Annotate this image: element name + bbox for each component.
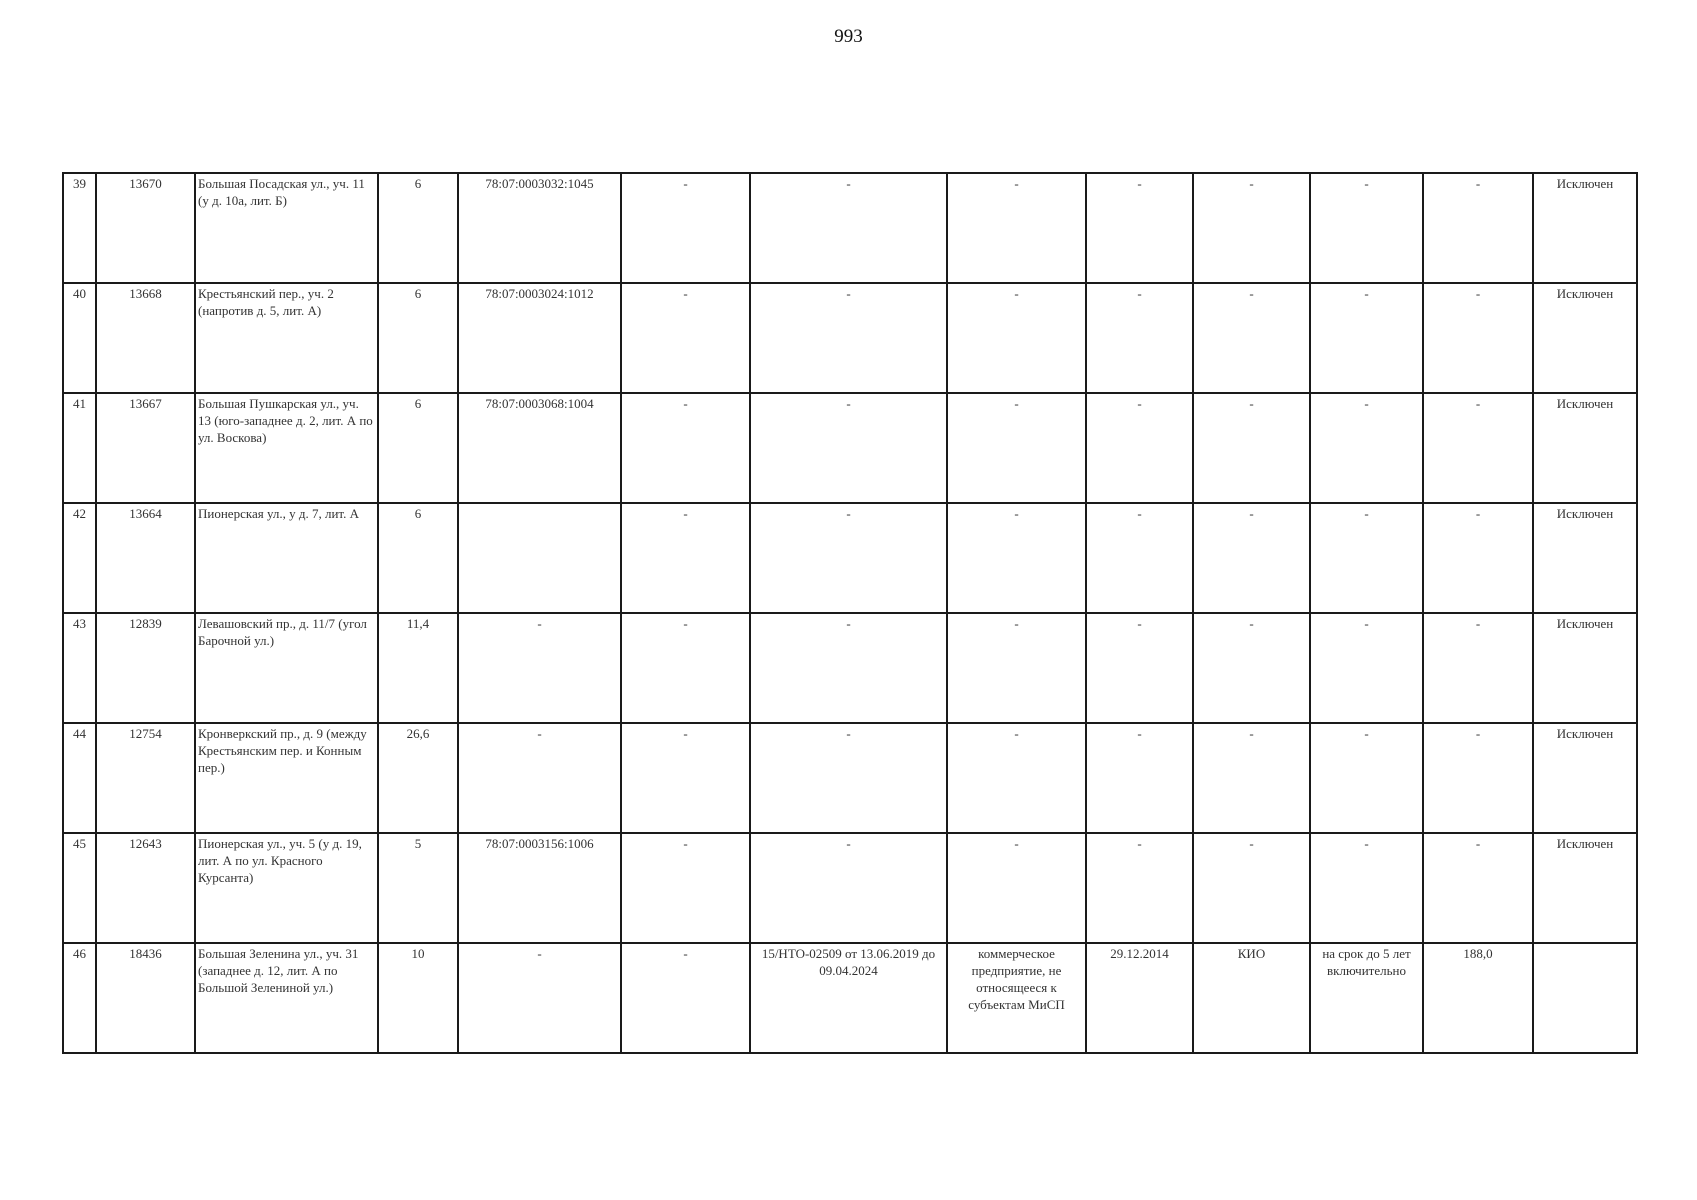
- cell-date: -: [1086, 173, 1193, 283]
- cell-organ: -: [1193, 393, 1310, 503]
- cell-organ: -: [1193, 503, 1310, 613]
- cell-cadastral-number: -: [458, 613, 621, 723]
- cell-status: Исключен: [1533, 173, 1637, 283]
- cell-organ: -: [1193, 833, 1310, 943]
- cell-area: 6: [378, 503, 458, 613]
- cell-organ: -: [1193, 173, 1310, 283]
- cell-address: Левашовский пр., д. 11/7 (угол Барочной ул.): [195, 613, 378, 723]
- cell-column-6: -: [621, 723, 750, 833]
- cell-contract: 15/НТО-02509 от 13.06.2019 до 09.04.2024: [750, 943, 947, 1053]
- table-row: [63, 393, 1637, 503]
- cell-cadastral-number: 78:07:0003024:1012: [458, 283, 621, 393]
- cell-status: [1533, 943, 1637, 1053]
- cell-column-6: -: [621, 173, 750, 283]
- cell-status: Исключен: [1533, 283, 1637, 393]
- cell-contract: -: [750, 723, 947, 833]
- cell-value: -: [1423, 393, 1533, 503]
- cell-term: -: [1310, 723, 1423, 833]
- cell-cadastral-number: 78:07:0003156:1006: [458, 833, 621, 943]
- cell-object-id: 12643: [96, 833, 195, 943]
- cell-object-id: 12839: [96, 613, 195, 723]
- cell-value: -: [1423, 723, 1533, 833]
- cell-row-number: 45: [63, 833, 96, 943]
- cell-tenant-category: -: [947, 173, 1086, 283]
- cell-cadastral-number: [458, 503, 621, 613]
- cell-tenant-category: -: [947, 723, 1086, 833]
- cell-tenant-category: -: [947, 613, 1086, 723]
- registry-table: [62, 172, 1638, 1054]
- cell-column-6: -: [621, 943, 750, 1053]
- cell-cadastral-number: -: [458, 943, 621, 1053]
- cell-column-6: -: [621, 833, 750, 943]
- cell-row-number: 39: [63, 173, 96, 283]
- cell-status: Исключен: [1533, 833, 1637, 943]
- cell-row-number: 43: [63, 613, 96, 723]
- cell-address: Большая Пушкарская ул., уч. 13 (юго-западнее д. 2, лит. А по ул. Воскова): [195, 393, 378, 503]
- cell-area: 6: [378, 283, 458, 393]
- cell-date: -: [1086, 723, 1193, 833]
- cell-date: -: [1086, 283, 1193, 393]
- cell-contract: -: [750, 833, 947, 943]
- cell-row-number: 42: [63, 503, 96, 613]
- table-row: [63, 283, 1637, 393]
- cell-term: -: [1310, 173, 1423, 283]
- cell-area: 5: [378, 833, 458, 943]
- cell-contract: -: [750, 393, 947, 503]
- cell-object-id: 12754: [96, 723, 195, 833]
- cell-organ: -: [1193, 283, 1310, 393]
- cell-row-number: 40: [63, 283, 96, 393]
- cell-status: Исключен: [1533, 613, 1637, 723]
- cell-object-id: 13668: [96, 283, 195, 393]
- cell-tenant-category: -: [947, 393, 1086, 503]
- cell-contract: -: [750, 503, 947, 613]
- page-number: 993: [834, 26, 863, 47]
- cell-column-6: -: [621, 503, 750, 613]
- cell-cadastral-number: 78:07:0003068:1004: [458, 393, 621, 503]
- table-body: [63, 173, 1637, 1053]
- cell-address: Пионерская ул., уч. 5 (у д. 19, лит. А по ул. Красного Курсанта): [195, 833, 378, 943]
- cell-term: -: [1310, 283, 1423, 393]
- cell-value: -: [1423, 283, 1533, 393]
- cell-term: -: [1310, 393, 1423, 503]
- cell-cadastral-number: 78:07:0003032:1045: [458, 173, 621, 283]
- table-row: [63, 943, 1637, 1053]
- cell-row-number: 41: [63, 393, 96, 503]
- table-row: [63, 723, 1637, 833]
- cell-address: Большая Зеленина ул., уч. 31 (западнее д. 12, лит. А по Большой Зелениной ул.): [195, 943, 378, 1053]
- cell-row-number: 46: [63, 943, 96, 1053]
- cell-area: 6: [378, 393, 458, 503]
- cell-object-id: 13667: [96, 393, 195, 503]
- cell-object-id: 18436: [96, 943, 195, 1053]
- cell-status: Исключен: [1533, 393, 1637, 503]
- cell-address: Крестьянский пер., уч. 2 (напротив д. 5, лит. А): [195, 283, 378, 393]
- cell-date: -: [1086, 833, 1193, 943]
- cell-column-6: -: [621, 613, 750, 723]
- cell-value: -: [1423, 173, 1533, 283]
- table-row: [63, 173, 1637, 283]
- table-row: [63, 613, 1637, 723]
- cell-value: -: [1423, 613, 1533, 723]
- cell-area: 26,6: [378, 723, 458, 833]
- cell-organ: -: [1193, 613, 1310, 723]
- cell-tenant-category: коммерческое предприятие, не относящееся к субъектам МиСП: [947, 943, 1086, 1053]
- cell-date: 29.12.2014: [1086, 943, 1193, 1053]
- cell-date: -: [1086, 393, 1193, 503]
- cell-value: 188,0: [1423, 943, 1533, 1053]
- cell-contract: -: [750, 613, 947, 723]
- cell-area: 10: [378, 943, 458, 1053]
- cell-status: Исключен: [1533, 723, 1637, 833]
- table-row: [63, 833, 1637, 943]
- cell-organ: КИО: [1193, 943, 1310, 1053]
- cell-organ: -: [1193, 723, 1310, 833]
- cell-term: -: [1310, 833, 1423, 943]
- cell-area: 11,4: [378, 613, 458, 723]
- cell-object-id: 13670: [96, 173, 195, 283]
- cell-date: -: [1086, 503, 1193, 613]
- cell-area: 6: [378, 173, 458, 283]
- cell-contract: -: [750, 173, 947, 283]
- cell-cadastral-number: -: [458, 723, 621, 833]
- cell-term: -: [1310, 613, 1423, 723]
- cell-row-number: 44: [63, 723, 96, 833]
- cell-address: Кронверкский пр., д. 9 (между Крестьянским пер. и Конным пер.): [195, 723, 378, 833]
- cell-column-6: -: [621, 393, 750, 503]
- table-row: [63, 503, 1637, 613]
- cell-date: -: [1086, 613, 1193, 723]
- cell-status: Исключен: [1533, 503, 1637, 613]
- cell-address: Пионерская ул., у д. 7, лит. А: [195, 503, 378, 613]
- cell-column-6: -: [621, 283, 750, 393]
- cell-term: на срок до 5 лет включительно: [1310, 943, 1423, 1053]
- cell-tenant-category: -: [947, 503, 1086, 613]
- cell-tenant-category: -: [947, 833, 1086, 943]
- cell-object-id: 13664: [96, 503, 195, 613]
- cell-term: -: [1310, 503, 1423, 613]
- cell-value: -: [1423, 503, 1533, 613]
- cell-tenant-category: -: [947, 283, 1086, 393]
- cell-address: Большая Посадская ул., уч. 11 (у д. 10а, лит. Б): [195, 173, 378, 283]
- cell-contract: -: [750, 283, 947, 393]
- cell-value: -: [1423, 833, 1533, 943]
